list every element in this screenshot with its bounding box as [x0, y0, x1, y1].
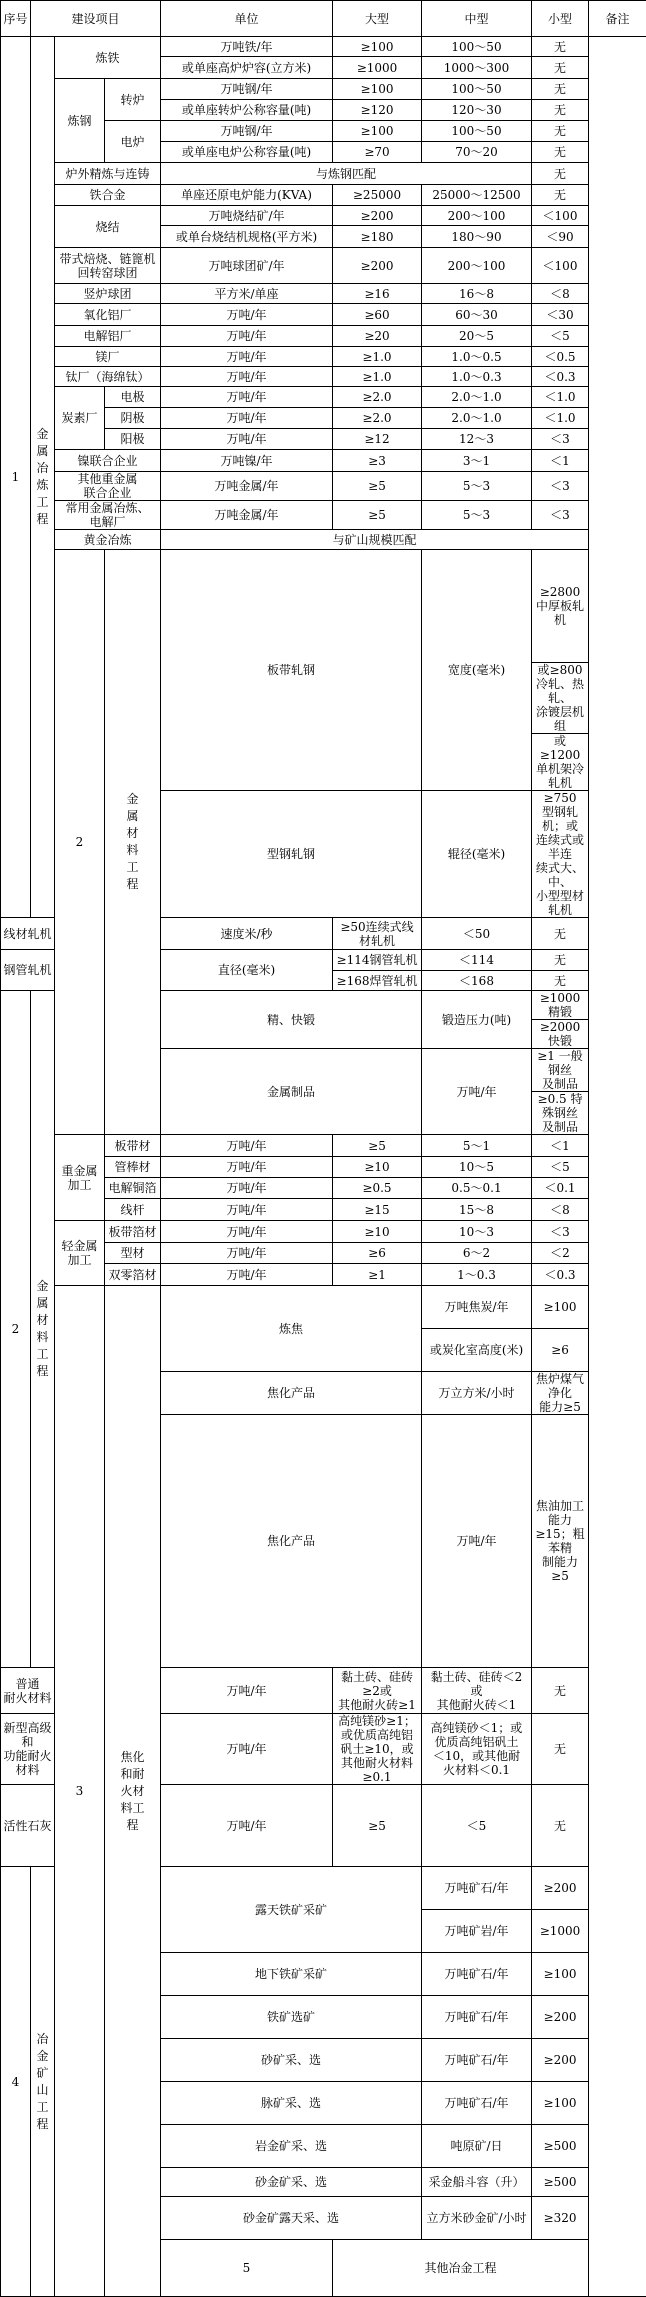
table-row [1, 284, 646, 304]
table-cell: 型钢轧钢 [161, 791, 422, 918]
table-cell: 万吨矿石/年 [422, 1953, 532, 1996]
table-cell: 16～8 [422, 284, 532, 304]
table-row [1, 347, 646, 367]
table-cell: 单座还原电炉能力(KVA) [161, 185, 333, 206]
table-cell: 辊径(毫米) [422, 791, 532, 918]
table-cell: ＜3 [532, 472, 589, 501]
table-cell: 万吨/年 [161, 347, 333, 367]
table-cell: 或单座高炉炉容(立方米) [161, 57, 333, 79]
table-cell: 铁矿选矿 [161, 1996, 422, 2039]
table-cell: ＜1 [532, 450, 589, 472]
table-cell: 氧化铝厂 [55, 304, 161, 326]
table-cell: 砂矿采、选 [161, 2039, 422, 2082]
table-cell: ＜114 [422, 950, 532, 971]
table-cell: ≥750 型钢轧机；或 连续式或半连 续式大、中、 小型型材轧机 [532, 791, 589, 918]
table-cell: 无 [532, 950, 589, 971]
table-cell: 镁厂 [55, 347, 161, 367]
table-row [1, 501, 646, 530]
table-row [1, 79, 646, 100]
table-cell: ≥168焊管轧机 [333, 971, 422, 991]
table-cell: 速度米/秒 [161, 918, 333, 950]
table-cell: 电炉 [105, 121, 161, 163]
table-cell: ≥5 [333, 1135, 422, 1157]
table-cell: ≥12 [333, 429, 422, 450]
table-cell: 无 [532, 185, 589, 206]
table-cell: 线杆 [105, 1199, 161, 1221]
table-cell: 竖炉球团 [55, 284, 161, 304]
table-cell: 15～8 [422, 1199, 532, 1221]
table-cell: ＜168 [422, 971, 532, 991]
table-row [1, 472, 646, 501]
table-cell: 焦化产品 [161, 1372, 422, 1415]
table-cell: 无 [532, 971, 589, 991]
table-cell: 平方米/单座 [161, 284, 333, 304]
table-cell: 1.0～0.5 [422, 347, 532, 367]
table-cell: ＜1.0 [532, 387, 589, 408]
table-cell: 脉矿采、选 [161, 2082, 422, 2125]
table-cell: 电解铝厂 [55, 326, 161, 347]
table-cell: 新型高级和 功能耐火材料 [1, 1714, 55, 1785]
table-cell: 万吨/年 [161, 408, 333, 429]
table-cell: 1.0～0.3 [422, 367, 532, 387]
table-cell: 万吨/年 [161, 1221, 333, 1243]
table-cell: 轻金属 加工 [55, 1221, 105, 1286]
table-cell: 1～0.3 [422, 1264, 532, 1286]
table-cell: 无 [532, 918, 589, 950]
table-cell: ≥100 [333, 79, 422, 100]
table-cell: 烧结 [55, 206, 161, 248]
table-cell: ≥500 [532, 2125, 589, 2168]
table-cell: 重金属 加工 [55, 1135, 105, 1221]
table-cell: 180～90 [422, 226, 532, 248]
table-cell: 线材轧机 [1, 918, 55, 950]
table-cell: ≥114钢管轧机 [333, 950, 422, 971]
table-cell: ≥1000 [333, 57, 422, 79]
table-cell: ≥200 [532, 1996, 589, 2039]
header-medium: 中型 [422, 1, 532, 37]
table-cell: ≥100 [532, 1953, 589, 1996]
table-row [1, 1286, 646, 1329]
header-remarks: 备注 [589, 1, 646, 37]
table-cell: 或单台烧结机规格(平方米) [161, 226, 333, 248]
table-cell: 砂金矿露天采、选 [161, 2197, 422, 2240]
table-cell: ＜3 [532, 1221, 589, 1243]
table-cell: 万吨钢/年 [161, 79, 333, 100]
header-project: 建设项目 [31, 1, 161, 37]
table-cell: 10～5 [422, 1157, 532, 1178]
table-cell: ≥10 [333, 1221, 422, 1243]
header-row [1, 1, 646, 37]
table-cell: 冶金 矿山 工程 [31, 1867, 55, 2297]
table-cell: ≥2.0 [333, 387, 422, 408]
table-cell: 露天铁矿采矿 [161, 1867, 422, 1953]
table-cell: 板带轧钢 [161, 550, 422, 791]
table-cell: 金 属 冶 炼 工 程 [31, 37, 55, 918]
table-cell: ≥16 [333, 284, 422, 304]
table-cell: ＜100 [532, 248, 589, 284]
table-cell: ≥1 一般钢丝 及制品 [532, 1049, 589, 1092]
table-cell: ≥2800 中厚板轧机 [532, 550, 589, 663]
table-cell: 200～100 [422, 206, 532, 226]
table-cell: 常用金属冶炼、 电解厂 [55, 501, 161, 530]
table-cell: ＜8 [532, 1199, 589, 1221]
table-cell: 5 [161, 2240, 333, 2297]
header-seq: 序号 [1, 1, 31, 37]
table-cell: 无 [532, 142, 589, 163]
table-cell: 地下铁矿采矿 [161, 1953, 422, 1996]
table-cell: 无 [532, 1714, 589, 1785]
table-cell: 万吨/年 [161, 1243, 333, 1264]
table-cell: 无 [532, 57, 589, 79]
table-cell: 活性石灰 [1, 1785, 55, 1867]
table-cell: ≥2.0 [333, 408, 422, 429]
table-cell: 5～3 [422, 501, 532, 530]
table-cell: 万吨金属/年 [161, 472, 333, 501]
header-unit: 单位 [161, 1, 333, 37]
table-cell: ≥1000 [532, 1910, 589, 1953]
table-cell: 或单座电炉公称容量(吨) [161, 142, 333, 163]
table-cell: 万吨/年 [161, 429, 333, 450]
header-small: 小型 [532, 1, 589, 37]
table-cell: 0.5～0.1 [422, 1178, 532, 1199]
table-cell: 型材 [105, 1243, 161, 1264]
table-cell: 其他重金属 联合企业 [55, 472, 161, 501]
table-cell: 金属制品 [161, 1049, 422, 1135]
table-cell: ≥200 [532, 1867, 589, 1910]
table-cell: ＜50 [422, 918, 532, 950]
table-cell: ≥200 [532, 2039, 589, 2082]
table-cell: 黄金冶炼 [55, 530, 161, 550]
table-cell: 万吨/年 [161, 1157, 333, 1178]
table-cell: 无 [532, 121, 589, 142]
table-cell: ＜100 [532, 206, 589, 226]
table-cell: ≥100 [333, 37, 422, 57]
table-cell: 5～1 [422, 1135, 532, 1157]
table-cell: 高纯镁砂≥1； 或优质高纯铝 矾土≥10，或 其他耐火材料 ≥0.1 [333, 1714, 422, 1785]
table-cell: 2 [55, 550, 105, 1135]
table-cell: 万吨/年 [161, 1135, 333, 1157]
table-cell: 万立方米/小时 [422, 1372, 532, 1415]
table-cell: 岩金矿采、选 [161, 2125, 422, 2168]
table-cell: ≥70 [333, 142, 422, 163]
table-cell: 万吨金属/年 [161, 501, 333, 530]
table-cell: ＜0.5 [532, 347, 589, 367]
table-row [1, 304, 646, 326]
table-cell: 20～5 [422, 326, 532, 347]
table-cell: 转炉 [105, 79, 161, 121]
table-cell: 1 [1, 37, 31, 918]
table-row [1, 185, 646, 206]
table-cell: ≥1.0 [333, 347, 422, 367]
table-cell: 其他冶金工程 [333, 2240, 589, 2297]
table-cell: ＜90 [532, 226, 589, 248]
table-cell: 或炭化室高度(米) [422, 1329, 532, 1372]
table-cell: 万吨/年 [422, 1415, 532, 1668]
table-cell: 电解铜箔 [105, 1178, 161, 1199]
table-cell: ≥5 [333, 472, 422, 501]
table-cell: 无 [532, 1785, 589, 1867]
table-cell: 或≥800 冷轧、热轧、 涂镀层机组 [532, 663, 589, 734]
table-cell: 炉外精炼与连铸 [55, 163, 161, 185]
table-cell: ≥2000快锻 [532, 1020, 589, 1049]
table-cell: 万吨/年 [161, 1668, 333, 1714]
table-cell: ＜3 [532, 501, 589, 530]
table-cell: ＜3 [532, 429, 589, 450]
table-cell: ≥0.5 特殊钢丝 及制品 [532, 1092, 589, 1135]
table-cell: ≥25000 [333, 185, 422, 206]
table-cell: ＜1.0 [532, 408, 589, 429]
table-cell: 1000～300 [422, 57, 532, 79]
table-cell: ＜0.3 [532, 367, 589, 387]
table-row [1, 450, 646, 472]
table-cell: 锻造压力(吨) [422, 991, 532, 1049]
table-cell: 双零箔材 [105, 1264, 161, 1286]
table-cell: 焦油加工能力 ≥15；粗苯精 制能力≥5 [532, 1415, 589, 1668]
table-cell: 炼钢 [55, 79, 105, 163]
table-cell: 万吨矿石/年 [422, 1996, 532, 2039]
table-cell: 万吨矿石/年 [422, 2082, 532, 2125]
table-row [1, 37, 646, 57]
table-cell: 万吨/年 [161, 1714, 333, 1785]
table-cell: 2 [1, 991, 31, 1668]
table-cell: 炭素厂 [55, 387, 105, 450]
table-row [1, 1135, 646, 1157]
table-cell: 万吨/年 [161, 1178, 333, 1199]
table-cell: 黏土砖、硅砖＜2 或 其他耐火砖＜1 [422, 1668, 532, 1714]
table-cell: 阳极 [105, 429, 161, 450]
table-cell: ≥20 [333, 326, 422, 347]
table-cell: ≥500 [532, 2168, 589, 2197]
table-cell: ≥100 [532, 2082, 589, 2125]
table-cell: 万吨/年 [422, 1049, 532, 1135]
table-cell: ＜0.1 [532, 1178, 589, 1199]
table-cell: ≥200 [333, 248, 422, 284]
table-cell: 金 属 材 料 工 程 [105, 550, 161, 1135]
table-cell: 板带材 [105, 1135, 161, 1157]
table-cell: 钢管轧机 [1, 950, 55, 991]
table-cell: 无 [532, 37, 589, 57]
table-cell: 板带箔材 [105, 1221, 161, 1243]
table-cell: ＜0.3 [532, 1264, 589, 1286]
table-row [1, 550, 646, 663]
table-cell: 12～3 [422, 429, 532, 450]
table-cell: 电极 [105, 387, 161, 408]
table-cell: 黏土砖、硅砖 ≥2或 其他耐火砖≥1 [333, 1668, 422, 1714]
table-cell: 普通 耐火材料 [1, 1668, 55, 1714]
table-cell: 焦炉煤气净化 能力≥5 [532, 1372, 589, 1415]
table-cell: 镍联合企业 [55, 450, 161, 472]
table-cell: 10～3 [422, 1221, 532, 1243]
table-cell: 3 [55, 1286, 105, 2297]
table-cell: ≥10 [333, 1157, 422, 1178]
table-cell: 与炼钢匹配 [161, 163, 532, 185]
table-cell: ＜30 [532, 304, 589, 326]
table-cell: 5～3 [422, 472, 532, 501]
table-cell: 钛厂（海绵钛） [55, 367, 161, 387]
table-cell: ≥3 [333, 450, 422, 472]
table-cell: 采金船斗容（升） [422, 2168, 532, 2197]
table-cell: 铁合金 [55, 185, 161, 206]
table-cell: 万吨球团矿/年 [161, 248, 333, 284]
table-row [1, 163, 646, 185]
table-cell: 阴极 [105, 408, 161, 429]
table-cell: 万吨/年 [161, 1199, 333, 1221]
table-cell: ≥100 [333, 121, 422, 142]
table-cell: 带式焙烧、链篦机 回转窑球团 [55, 248, 161, 284]
table-cell: 砂金矿采、选 [161, 2168, 422, 2197]
table-cell: 万吨焦炭/年 [422, 1286, 532, 1329]
table-cell: 万吨/年 [161, 367, 333, 387]
table-cell: 或≥1200 单机架冷轧机 [532, 734, 589, 791]
table-cell: 吨原矿/日 [422, 2125, 532, 2168]
table-cell: 高纯镁砂＜1；或 优质高纯铝矾土 ＜10，或其他耐 火材料＜0.1 [422, 1714, 532, 1785]
table-cell: 精、快锻 [161, 991, 422, 1049]
table-cell: ≥180 [333, 226, 422, 248]
table-cell: ＜2 [532, 1243, 589, 1264]
table-cell: 焦化 和耐 火材 料工 程 [105, 1286, 161, 2297]
table-row [1, 367, 646, 387]
table-cell: 宽度(毫米) [422, 550, 532, 791]
table-cell: 100～50 [422, 79, 532, 100]
table-cell: 无 [532, 100, 589, 121]
table-cell: 70～20 [422, 142, 532, 163]
table-cell: 100～50 [422, 121, 532, 142]
table-cell: 万吨矿石/年 [422, 2039, 532, 2082]
table-cell: 60～30 [422, 304, 532, 326]
table-cell: ≥15 [333, 1199, 422, 1221]
table-cell: 或单座转炉公称容量(吨) [161, 100, 333, 121]
table-cell: 管棒材 [105, 1157, 161, 1178]
table-row [1, 1221, 646, 1243]
table-row [1, 248, 646, 284]
table-cell: 4 [1, 1867, 31, 2297]
table-cell: 直径(毫米) [161, 950, 333, 991]
table-cell: ＜8 [532, 284, 589, 304]
table-cell: 焦化产品 [161, 1415, 422, 1668]
table-cell: ≥200 [333, 206, 422, 226]
table-cell: ≥320 [532, 2197, 589, 2240]
table-cell: 25000～12500 [422, 185, 532, 206]
header-large: 大型 [333, 1, 422, 37]
table-cell: 2.0～1.0 [422, 408, 532, 429]
table-cell: ≥1.0 [333, 367, 422, 387]
table-body [1, 37, 646, 2297]
table-row [1, 326, 646, 347]
table-cell: 万吨矿石/年 [422, 1867, 532, 1910]
table-cell: 2.0～1.0 [422, 387, 532, 408]
table-cell: 6～2 [422, 1243, 532, 1264]
table-cell: ≥50连续式线 材轧机 [333, 918, 422, 950]
table-cell: 金 属 材 料 工 程 [31, 991, 55, 1668]
table-cell: ≥5 [333, 501, 422, 530]
table-cell: 3～1 [422, 450, 532, 472]
table-cell: 万吨镍/年 [161, 450, 333, 472]
table-row [1, 530, 646, 550]
table-cell: 立方米砂金矿/小时 [422, 2197, 532, 2240]
table-cell: 万吨/年 [161, 304, 333, 326]
table-cell: ≥5 [333, 1785, 422, 1867]
table-cell [589, 37, 646, 2297]
table-cell: ≥1000精锻 [532, 991, 589, 1020]
table-cell: 万吨铁/年 [161, 37, 333, 57]
table-cell: 万吨烧结矿/年 [161, 206, 333, 226]
table-cell: 万吨/年 [161, 1264, 333, 1286]
table-cell: ≥1 [333, 1264, 422, 1286]
table-cell: 无 [532, 79, 589, 100]
table-row [1, 206, 646, 226]
table-cell: 与矿山规模匹配 [161, 530, 589, 550]
table-cell: 100～50 [422, 37, 532, 57]
table-cell: ＜5 [422, 1785, 532, 1867]
table-cell: ＜1 [532, 1135, 589, 1157]
table-cell: 万吨矿岩/年 [422, 1910, 532, 1953]
table-cell: ≥60 [333, 304, 422, 326]
table-cell: ≥0.5 [333, 1178, 422, 1199]
table-cell: ＜5 [532, 326, 589, 347]
table-cell: ≥6 [333, 1243, 422, 1264]
table-cell: ≥6 [532, 1329, 589, 1372]
table-cell: 无 [532, 163, 589, 185]
table-cell: 万吨/年 [161, 387, 333, 408]
table-cell: 120～30 [422, 100, 532, 121]
table-cell: 无 [532, 1668, 589, 1714]
table-cell: ≥100 [532, 1286, 589, 1329]
table-cell: 万吨/年 [161, 326, 333, 347]
table-cell: 炼焦 [161, 1286, 422, 1372]
table-cell: ≥120 [333, 100, 422, 121]
table-cell: 200～100 [422, 248, 532, 284]
table-cell: 炼铁 [55, 37, 161, 79]
table-row [1, 387, 646, 408]
table-cell: 万吨钢/年 [161, 121, 333, 142]
table-cell: ＜5 [532, 1157, 589, 1178]
table-cell: 万吨/年 [161, 1785, 333, 1867]
